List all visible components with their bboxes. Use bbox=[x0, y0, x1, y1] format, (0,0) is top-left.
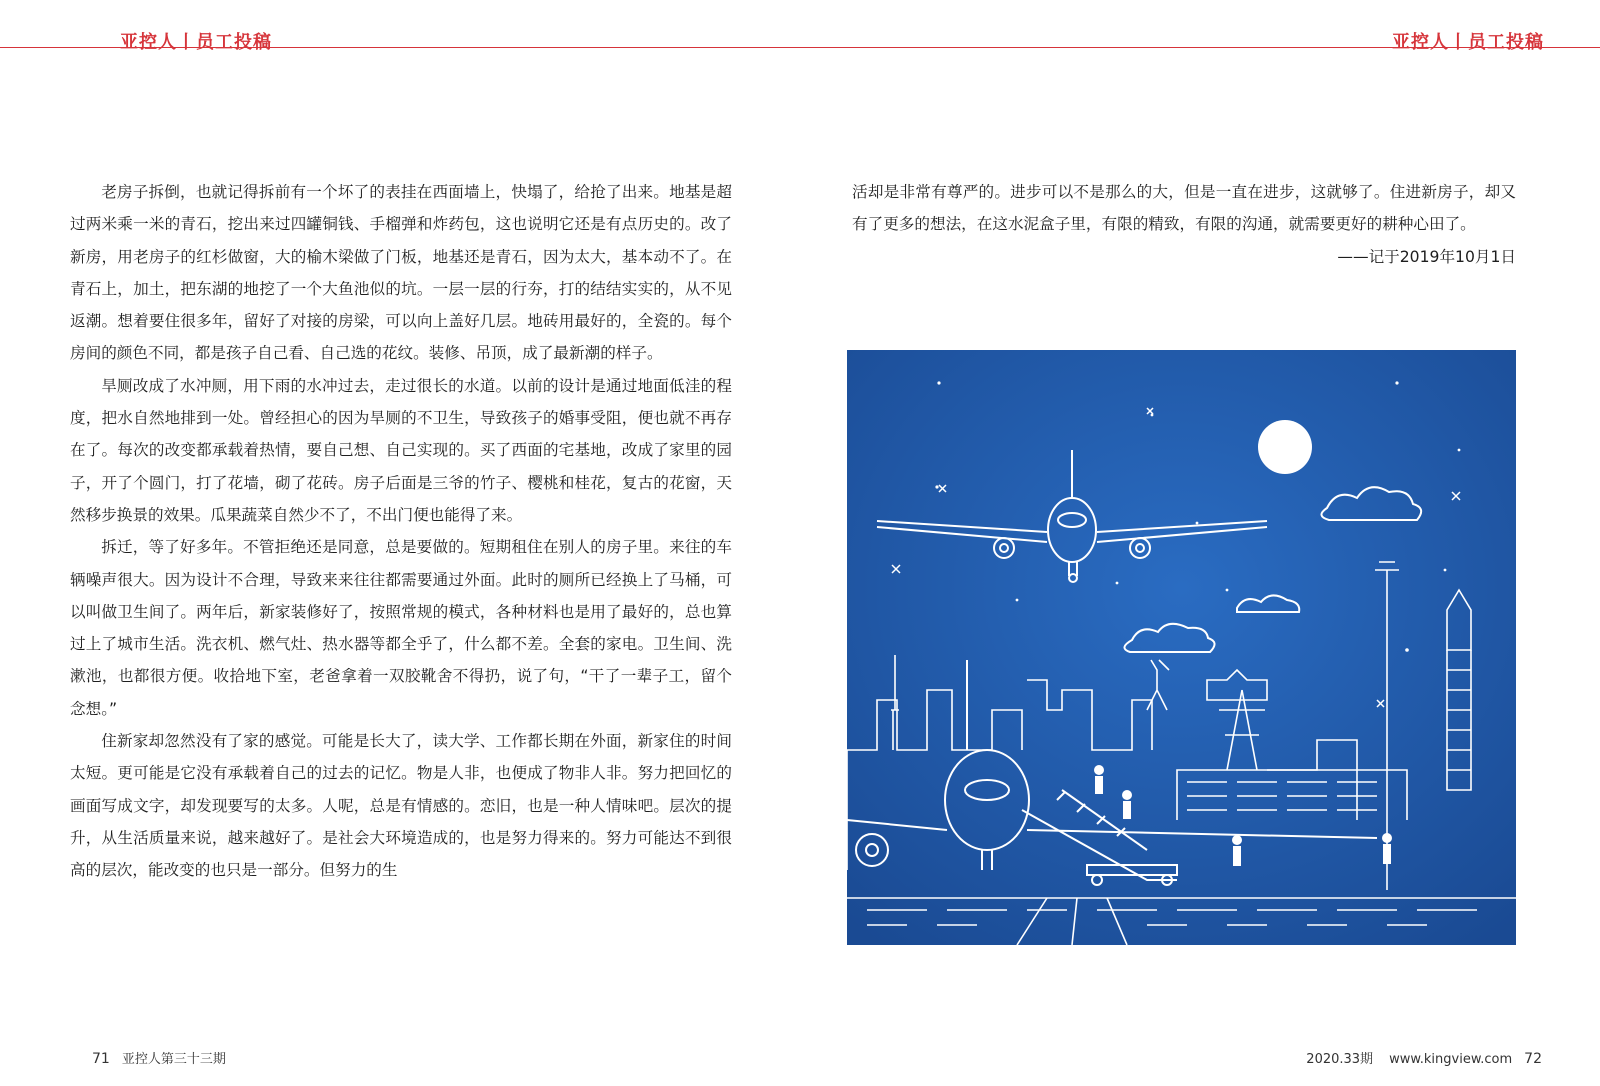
page-number-left: 71 bbox=[92, 1051, 110, 1067]
footer-right bbox=[1306, 1048, 1542, 1067]
footer-left bbox=[92, 1048, 226, 1067]
website-link[interactable]: www.kingview.com bbox=[1389, 1052, 1513, 1067]
night-sky bbox=[847, 350, 1516, 945]
paragraph: 活却是非常有尊严的。进步可以不是那么的大，但是一直在进步，这就够了。住进新房子，却又有了更多的想法，在这水泥盒子里，有限的精致，有限的沟通，就需要更好的耕种心田了。 bbox=[852, 183, 1516, 234]
left-text-column bbox=[70, 176, 732, 887]
paragraph: 住新家却忽然没有了家的感觉。可能是长大了，读大学、工作都长期在外面，新家住的时间太短。更可能是它没有承载着自己的过去的记忆。物是人非，也便成了物非人非。努力把回忆的画面写成文字，却发现要写的太多。人呢，总是有情感的。恋旧，也是一种人情味吧。层次的提升，从生活质量来说，越来越好了。是社会大环境造成的，也是努力得来的。努力可能达不到很高的层次，能改变的也只是一部分。但努力的生 bbox=[70, 732, 732, 880]
right-text-column bbox=[852, 176, 1516, 273]
airport-night-illustration bbox=[847, 350, 1516, 945]
header-title-left: 亚控人丨员工投稿 bbox=[120, 32, 272, 53]
illustration-svg bbox=[847, 350, 1516, 945]
paragraph: 拆迁，等了好多年。不管拒绝还是同意，总是要做的。短期租住在别人的房子里。来往的车辆噪声很大。因为设计不合理，导致来来往往都需要通过外面。此时的厕所已经换上了马桶，可以叫做卫生间了。两年后，新家装修好了，按照常规的模式，各种材料也是用了最好的，总也算过上了城市生活。洗衣机、燃气灶、热水器等都全乎了，什么都不差。全套的家电。卫生间、洗漱池，也都很方便。收拾地下室，老爸拿着一双胶靴舍不得扔，说了句，“干了一辈子工，留个念想。” bbox=[70, 538, 732, 718]
issue-label-right: 2020.33期 bbox=[1306, 1052, 1374, 1067]
signature-date: ——记于2019年10月1日 bbox=[1337, 247, 1516, 266]
header-title-right: 亚控人丨员工投稿 bbox=[1392, 32, 1544, 53]
moon-icon bbox=[1258, 420, 1312, 474]
paragraph: 旱厕改成了水冲厕，用下雨的水冲过去，走过很长的水道。以前的设计是通过地面低洼的程度，把水自然地排到一处。曾经担心的因为旱厕的不卫生，导致孩子的婚事受阻，便也就不再存在了。每次的改变都承载着热情，要自己想、自己实现的。买了西面的宅基地，改成了家里的园子，开了个圆门，打了花墙，砌了花砖。房子后面是三爷的竹子、樱桃和桂花，复古的花窗，天然移步换景的效果。瓜果蔬菜自然少不了，不出门便也能得了来。 bbox=[70, 376, 732, 524]
issue-label-left: 亚控人第三十三期 bbox=[121, 1052, 226, 1067]
page-number-right: 72 bbox=[1524, 1051, 1542, 1067]
paragraph: 老房子拆倒，也就记得拆前有一个坏了的表挂在西面墙上，快塌了，给抢了出来。地基是超过两米乘一米的青石，挖出来过四罐铜钱、手榴弹和炸药包，这也说明它还是有点历史的。改了新房，用老房子的红杉做窗，大的榆木梁做了门板，地基还是青石，因为太大，基本动不了。在青石上，加土，把东湖的地挖了一个大鱼池似的坑。一层一层的行夯，打的结结实实的，从不见返潮。想着要住很多年，留好了对接的房梁，可以向上盖好几层。地砖用最好的，全瓷的。每个房间的颜色不同，都是孩子自己看、自己选的花纹。装修、吊顶，成了最新潮的样子。 bbox=[70, 183, 732, 363]
